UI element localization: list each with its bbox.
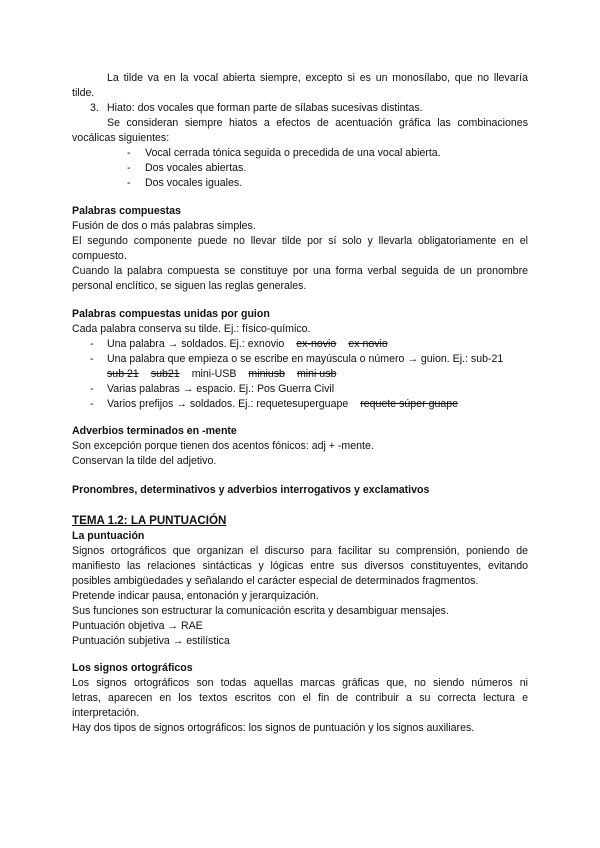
list-item-text: Varias palabras → espacio. Ej.: Pos Guerra Civil (107, 383, 335, 395)
signos-line-2: letras, aparecen en los textos escritos con el fin de contribuir a su correcta lectura e (72, 692, 528, 704)
puntuacion-line-5: Sus funciones son estructurar la comunicación escrita y desambiguar mensajes. (72, 605, 449, 617)
hiatos-paragraph-line-2: vocálicas siguientes: (72, 132, 170, 144)
tilde-paragraph-line-2: tilde. (72, 87, 95, 99)
section-heading-pronombres: Pronombres, determinativos y adverbios interrogativos y exclamativos (72, 484, 430, 496)
puntuacion-line-2: manifiesto las relaciones sintácticas y lógicas entre sus diversos constituyentes, evitando (72, 560, 528, 572)
list-item (127, 162, 247, 175)
puntuacion-line-1: Signos ortográficos que organizan el discurso para facilitar su comprensión, poniendo de (72, 545, 528, 557)
compuestas-line-4: Cuando la palabra compuesta se constituye por una forma verbal seguida de un pronombre (72, 265, 528, 277)
puntuacion-line-6: Puntuación objetiva → RAE (72, 620, 203, 632)
struck-example: ex-novio (296, 338, 337, 350)
guion-line-1: Cada palabra conserva su tilde. Ej.: físico-químico. (72, 323, 311, 335)
dash-marker: - (127, 177, 131, 189)
hiato-item-text: Hiato: dos vocales que forman parte de sílabas sucesivas distintas. (107, 102, 423, 114)
struck-example: miniusb (248, 368, 285, 380)
dash-marker: - (127, 147, 131, 159)
section-heading-compuestas: Palabras compuestas (72, 205, 181, 217)
struck-example: mini usb (296, 368, 337, 380)
hiatos-paragraph-line-1: Se consideran siempre hiatos a efectos de acentuación gráfica las combinaciones (107, 117, 528, 129)
dash-marker: - (90, 383, 94, 395)
dash-marker: - (90, 353, 94, 365)
dash-marker: - (90, 398, 94, 410)
struck-example: requete súper guape (360, 398, 459, 410)
list-item-continuation (107, 368, 336, 381)
section-heading-guion: Palabras compuestas unidas por guion (72, 308, 270, 320)
example-text: mini-USB (191, 368, 237, 380)
list-item-text: Vocal cerrada tónica seguida o precedida de una vocal abierta. (145, 147, 441, 159)
compuestas-line-3: compuesto. (72, 250, 127, 262)
adverbios-line-2: Conservan la tilde del adjetivo. (72, 455, 217, 467)
signos-line-1: Los signos ortográficos son todas aquellas marcas gráficas que, no siendo números ni (72, 677, 528, 689)
dash-marker: - (90, 338, 94, 350)
list-item-text: Una palabra → soldados. Ej.: exnovio (107, 338, 285, 350)
list-item (90, 353, 504, 366)
tilde-paragraph-line-1: La tilde va en la vocal abierta siempre, excepto si es un monosílabo, que no llevaría (107, 72, 528, 84)
compuestas-line-5: personal enclítico, se siguen las reglas generales. (72, 280, 307, 292)
section-heading-signos: Los signos ortográficos (72, 662, 193, 674)
struck-example: ex novio (348, 338, 388, 350)
list-item-text: Varios prefijos → soldados. Ej.: requetesuperguape (107, 398, 349, 410)
struck-example: sub21 (150, 368, 180, 380)
puntuacion-line-3: posibles ambigüedades y señalando el carácter especial de determinados fragmentos. (72, 575, 479, 587)
compuestas-line-2: El segundo componente puede no llevar tilde por sí solo y llevarla obligatoriamente en el (72, 235, 528, 247)
list-item (90, 398, 459, 411)
puntuacion-line-4: Pretende indicar pausa, entonación y jerarquización. (72, 590, 319, 602)
list-item-text: Una palabra que empieza o se escribe en mayúscula o número → guion. Ej.: sub-21 (107, 353, 504, 365)
compuestas-line-1: Fusión de dos o más palabras simples. (72, 220, 256, 232)
section-heading-adverbios: Adverbios terminados en -mente (72, 425, 237, 437)
section-heading-puntuacion: La puntuación (72, 530, 145, 542)
hiato-item-number: 3. (90, 102, 99, 114)
adverbios-line-1: Son excepción porque tienen dos acentos fónicos: adj + -mente. (72, 440, 374, 452)
struck-example: sub 21 (107, 368, 139, 380)
list-item-text: Dos vocales iguales. (145, 177, 243, 189)
list-item (127, 147, 441, 160)
dash-marker: - (127, 162, 131, 174)
tema-title: TEMA 1.2: LA PUNTUACIÓN (72, 514, 227, 527)
list-item (90, 383, 335, 396)
list-item (90, 338, 388, 351)
list-item (127, 177, 243, 190)
puntuacion-line-7: Puntuación subjetiva → estilística (72, 635, 230, 647)
list-item-text: Dos vocales abiertas. (145, 162, 247, 174)
signos-line-3: interpretación. (72, 707, 140, 719)
signos-line-4: Hay dos tipos de signos ortográficos: los signos de puntuación y los signos auxiliares. (72, 722, 475, 734)
